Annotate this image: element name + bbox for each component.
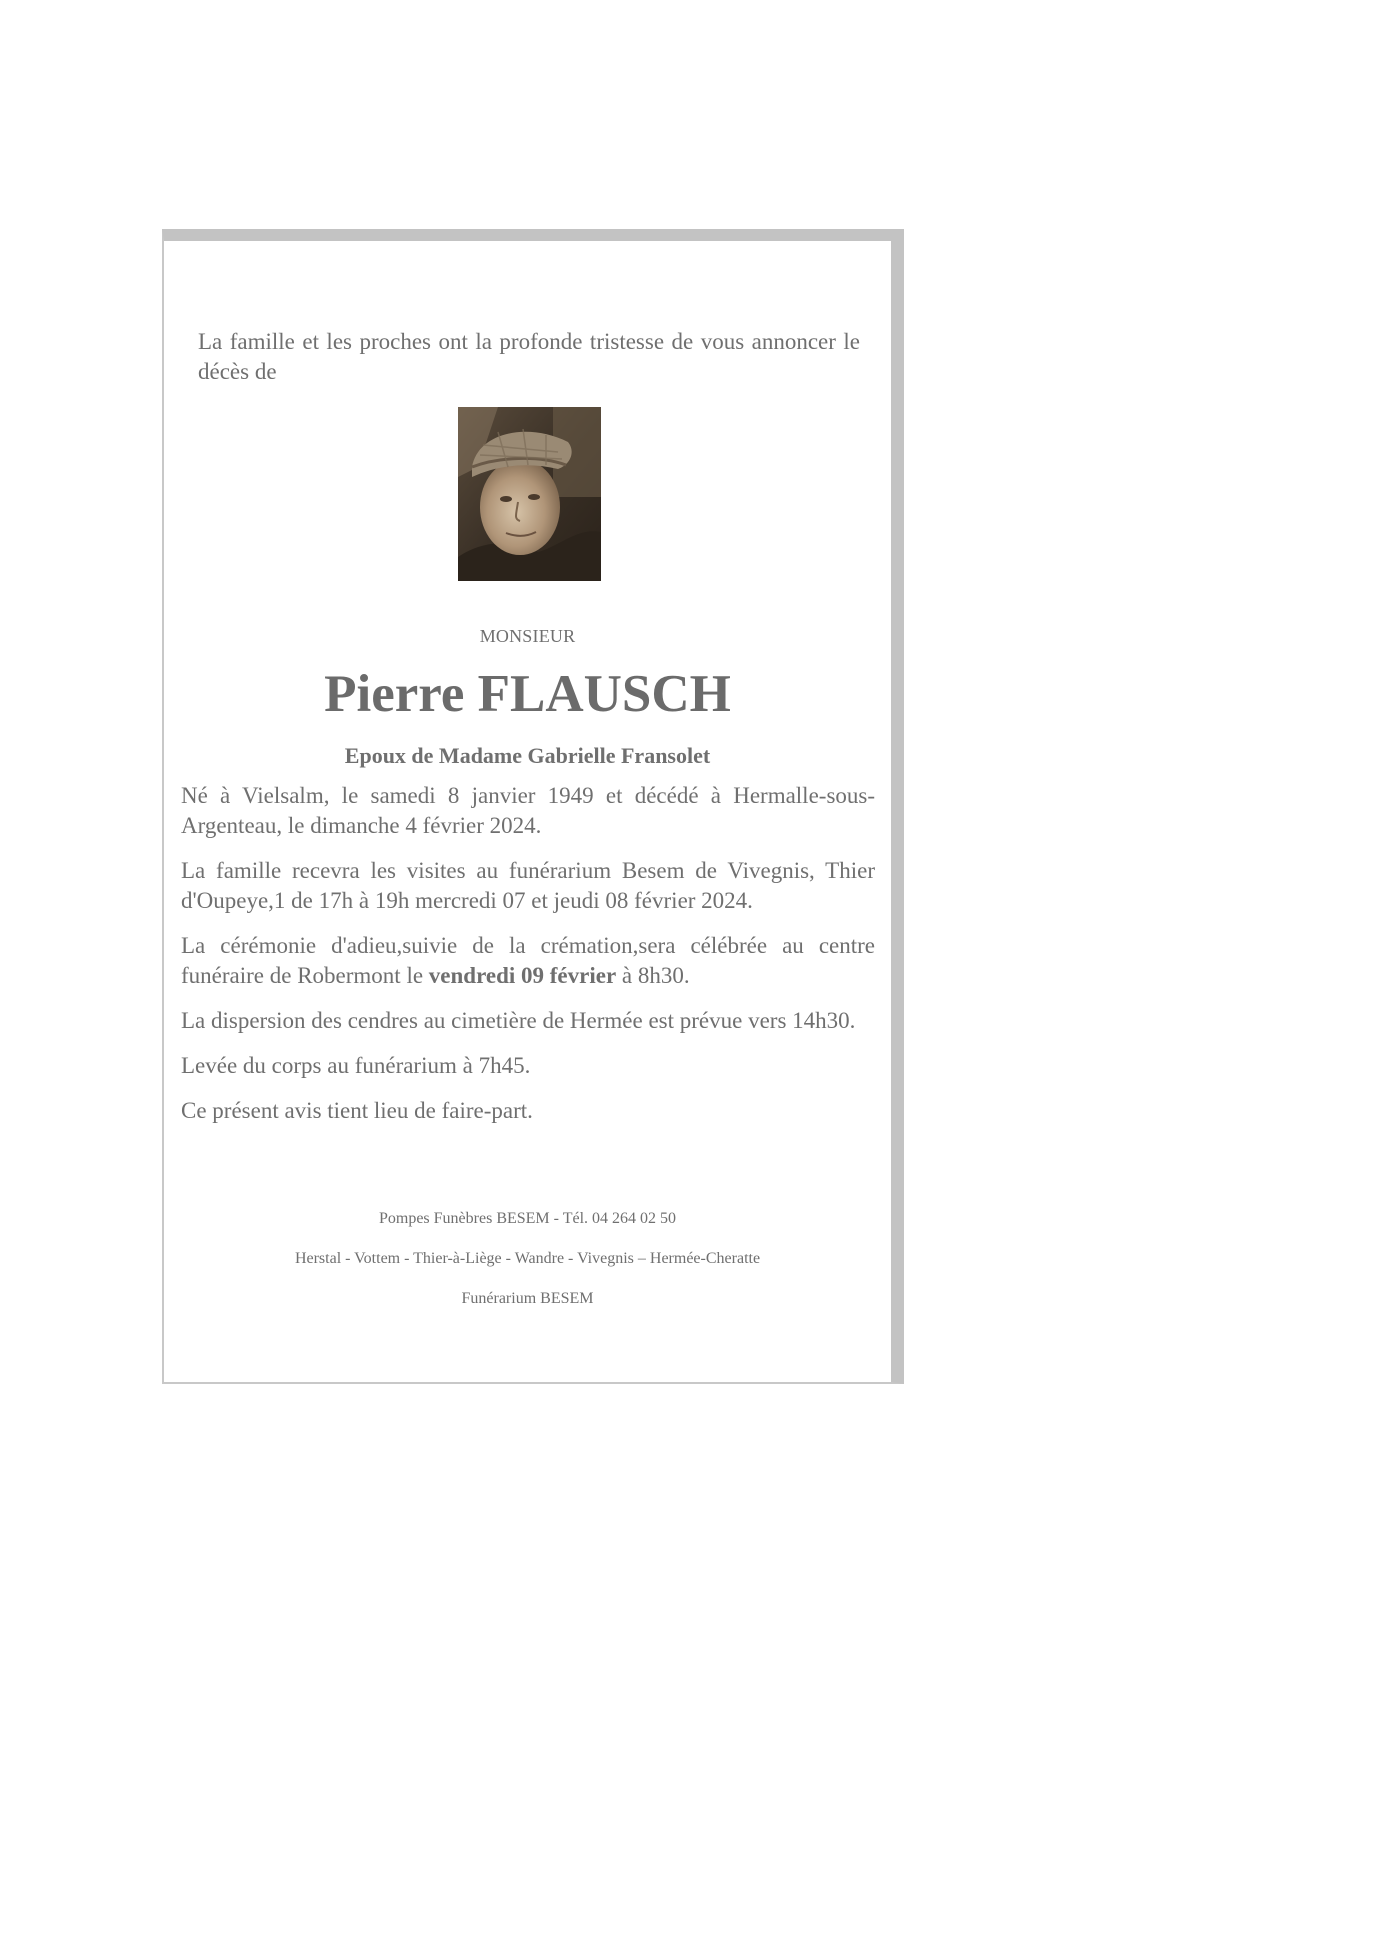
ceremony-paragraph (181, 931, 875, 991)
footer (164, 1209, 891, 1329)
portrait-photo-icon (458, 407, 601, 581)
spouse-line: Epoux de Madame Gabrielle Fransolet (344, 743, 711, 768)
notice-paragraph: Ce présent avis tient lieu de faire-part. (181, 1098, 533, 1123)
ceremony-date: vendredi 09 février (428, 963, 617, 988)
levee-paragraph: Levée du corps au funérarium à 7h45. (181, 1053, 531, 1078)
intro-text: La famille et les proches ont la profonde tristesse de vous annoncer le décès de (198, 329, 860, 384)
deceased-name: Pierre FLAUSCH (324, 665, 731, 723)
honorific-title: MONSIEUR (479, 626, 576, 646)
dispersion-paragraph: La dispersion des cendres au cimetière de Hermée est prévue vers 14h30. (181, 1008, 856, 1033)
footer-locations: Herstal - Vottem - Thier-à-Liège - Wandre - Vivegnis – Hermée-Cheratte (294, 1250, 761, 1267)
footer-company: Pompes Funèbres BESEM - Tél. 04 264 02 50 (378, 1210, 677, 1227)
footer-funerarium: Funérarium BESEM (461, 1290, 594, 1307)
visits-paragraph: La famille recevra les visites au funérarium Besem de Vivegnis, Thier d'Oupeye,1 de 17h à 19h mercredi 07 et jeudi 08 février 2024. (181, 858, 875, 913)
announcement-body (181, 781, 875, 1141)
obituary-card (162, 229, 904, 1384)
ceremony-text-start: La cérémonie d'adieu,suivie de la crémation,sera célébrée au centre funéraire de Robermont le (181, 933, 875, 988)
birth-death-paragraph: Né à Vielsalm, le samedi 8 janvier 1949 et décédé à Hermalle-sous-Argenteau, le dimanche 4 février 2024. (181, 783, 875, 838)
ceremony-text-end: à 8h30. (616, 963, 690, 988)
